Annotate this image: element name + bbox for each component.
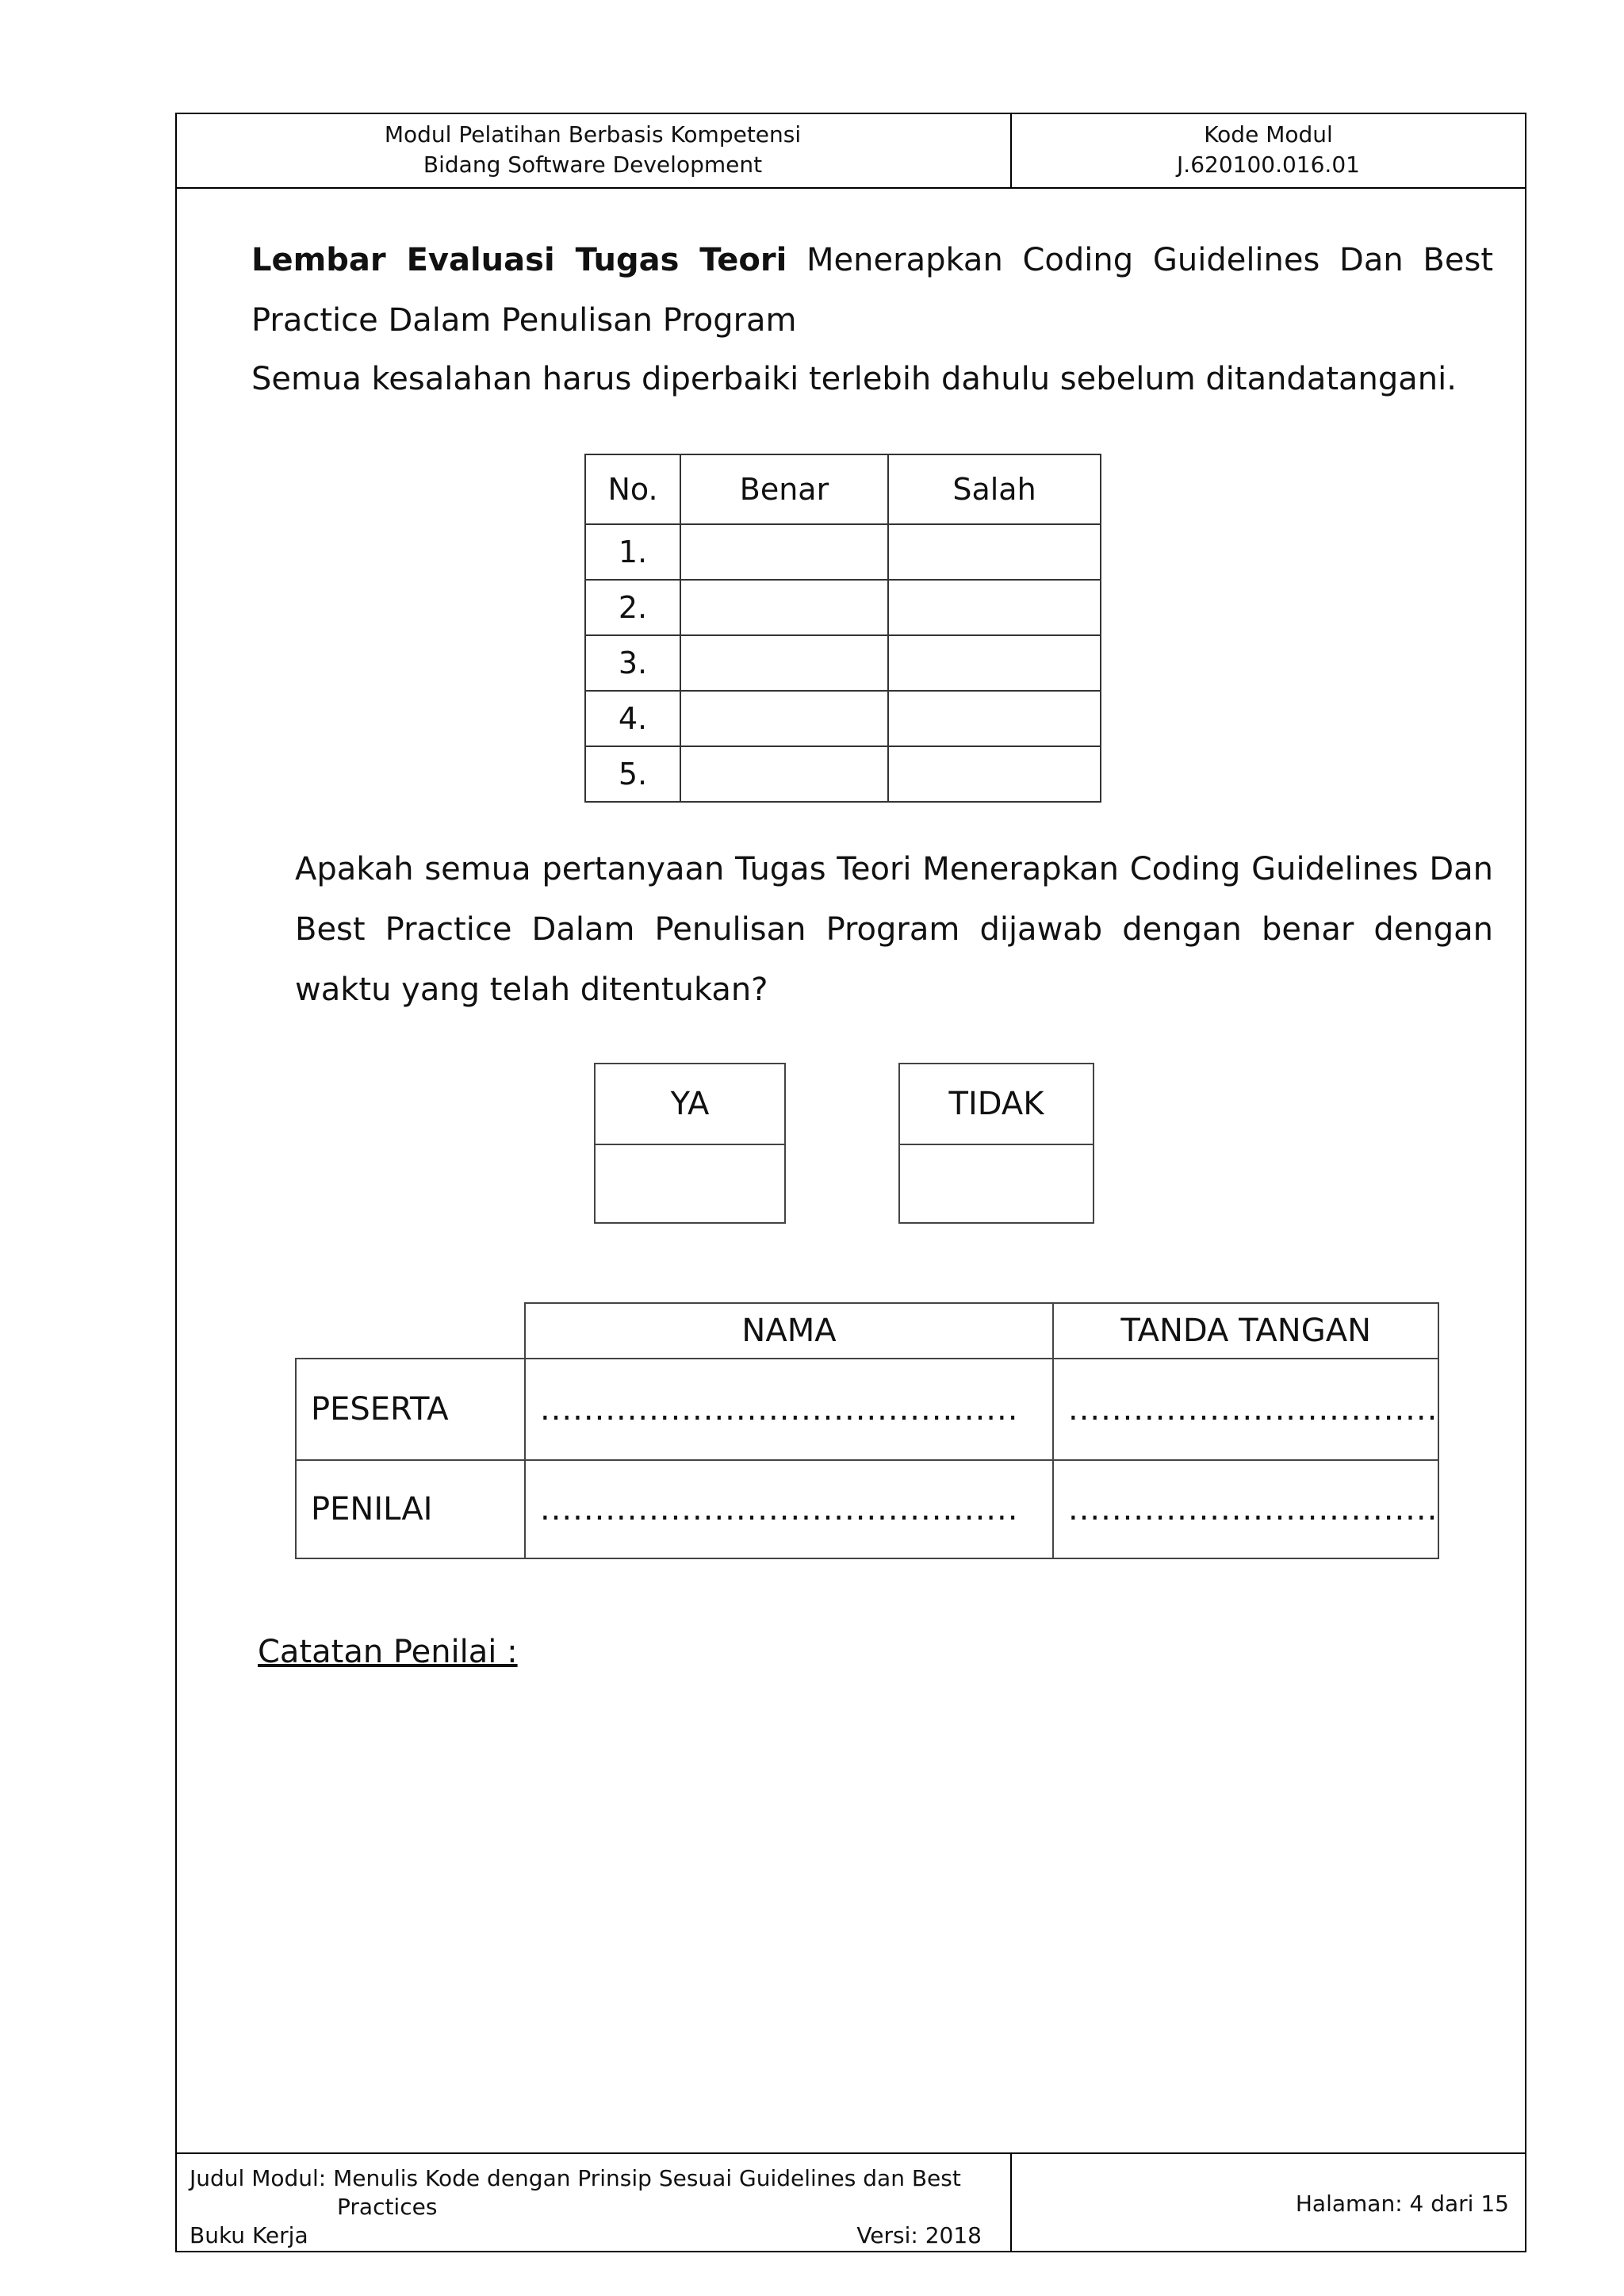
benar-cell[interactable]	[680, 746, 888, 802]
penilai-name-field[interactable]: ............................................	[525, 1460, 1053, 1558]
header-tanda-tangan: TANDA TANGAN	[1053, 1303, 1438, 1359]
score-row	[585, 635, 1101, 691]
page-number: Halaman: 4 dari 15	[1295, 2190, 1509, 2217]
no-label: TIDAK	[900, 1064, 1093, 1145]
salah-cell[interactable]	[888, 580, 1101, 635]
signature-header-row	[296, 1303, 1438, 1359]
document-title	[251, 230, 1493, 351]
title-rest: Menerapkan Coding Guidelines Dan Best Practice Dalam Penulisan Program	[251, 242, 1494, 339]
salah-cell[interactable]	[888, 635, 1101, 691]
yes-checkbox[interactable]	[596, 1145, 784, 1224]
peserta-name-field[interactable]: ............................................	[525, 1359, 1053, 1460]
module-line-1: Modul Pelatihan Berbasis Kompetensi	[384, 121, 802, 148]
no-box	[898, 1063, 1094, 1224]
yes-box	[594, 1063, 786, 1224]
header-salah: Salah	[888, 454, 1101, 524]
signature-table	[295, 1302, 1439, 1559]
module-code-label: Kode Modul	[1204, 121, 1333, 148]
peserta-row	[296, 1359, 1438, 1460]
page-header	[175, 113, 1526, 189]
salah-cell[interactable]	[888, 524, 1101, 580]
footer-book: Buku Kerja	[190, 2222, 308, 2248]
empty-corner-cell	[296, 1303, 525, 1359]
yes-label: YA	[596, 1064, 784, 1145]
page-frame	[175, 113, 1526, 2252]
module-line-2: Bidang Software Development	[423, 151, 763, 178]
module-code-cell	[1012, 113, 1525, 187]
question-text: Apakah semua pertanyaan Tugas Teori Menerapkan Coding Guidelines Dan Best Practice Dalam Penulisan Program dijawab dengan benar dengan waktu yang telah ditentukan?	[295, 851, 1493, 1008]
salah-cell[interactable]	[888, 691, 1101, 746]
header-benar: Benar	[680, 454, 888, 524]
footer-title-cell	[175, 2154, 1012, 2252]
salah-cell[interactable]	[888, 746, 1101, 802]
instruction-text: Semua kesalahan harus diperbaiki terlebih dahulu sebelum ditandatangani.	[251, 361, 1457, 397]
footer-version: Versi: 2018	[856, 2222, 982, 2248]
score-row	[585, 524, 1101, 580]
page-footer	[175, 2152, 1526, 2252]
footer-title-line-2: Practices	[337, 2194, 438, 2220]
score-header-row	[585, 454, 1101, 524]
penilai-signature-field[interactable]: ..................................	[1053, 1460, 1438, 1558]
notes-label: Catatan Penilai :	[258, 1634, 518, 1670]
score-row	[585, 746, 1101, 802]
peserta-label: PESERTA	[296, 1359, 525, 1460]
score-row	[585, 691, 1101, 746]
title-bold: Lembar Evaluasi Tugas Teori	[251, 242, 787, 278]
module-title-cell	[175, 113, 1012, 187]
benar-cell[interactable]	[680, 635, 888, 691]
header-nama: NAMA	[525, 1303, 1053, 1359]
row-number: 5.	[585, 746, 680, 802]
row-number: 3.	[585, 635, 680, 691]
footer-title-line-1: Judul Modul: Menulis Kode dengan Prinsip Sesuai Guidelines dan Best	[190, 2165, 961, 2191]
penilai-label: PENILAI	[296, 1460, 525, 1558]
peserta-signature-field[interactable]: ..................................	[1053, 1359, 1438, 1460]
row-number: 4.	[585, 691, 680, 746]
header-no: No.	[585, 454, 680, 524]
penilai-row	[296, 1460, 1438, 1558]
benar-cell[interactable]	[680, 691, 888, 746]
no-checkbox[interactable]	[900, 1145, 1093, 1224]
module-code-value: J.620100.016.01	[1177, 151, 1360, 178]
row-number: 1.	[585, 524, 680, 580]
benar-cell[interactable]	[680, 580, 888, 635]
row-number: 2.	[585, 580, 680, 635]
benar-cell[interactable]	[680, 524, 888, 580]
score-table	[584, 454, 1101, 803]
score-row	[585, 580, 1101, 635]
